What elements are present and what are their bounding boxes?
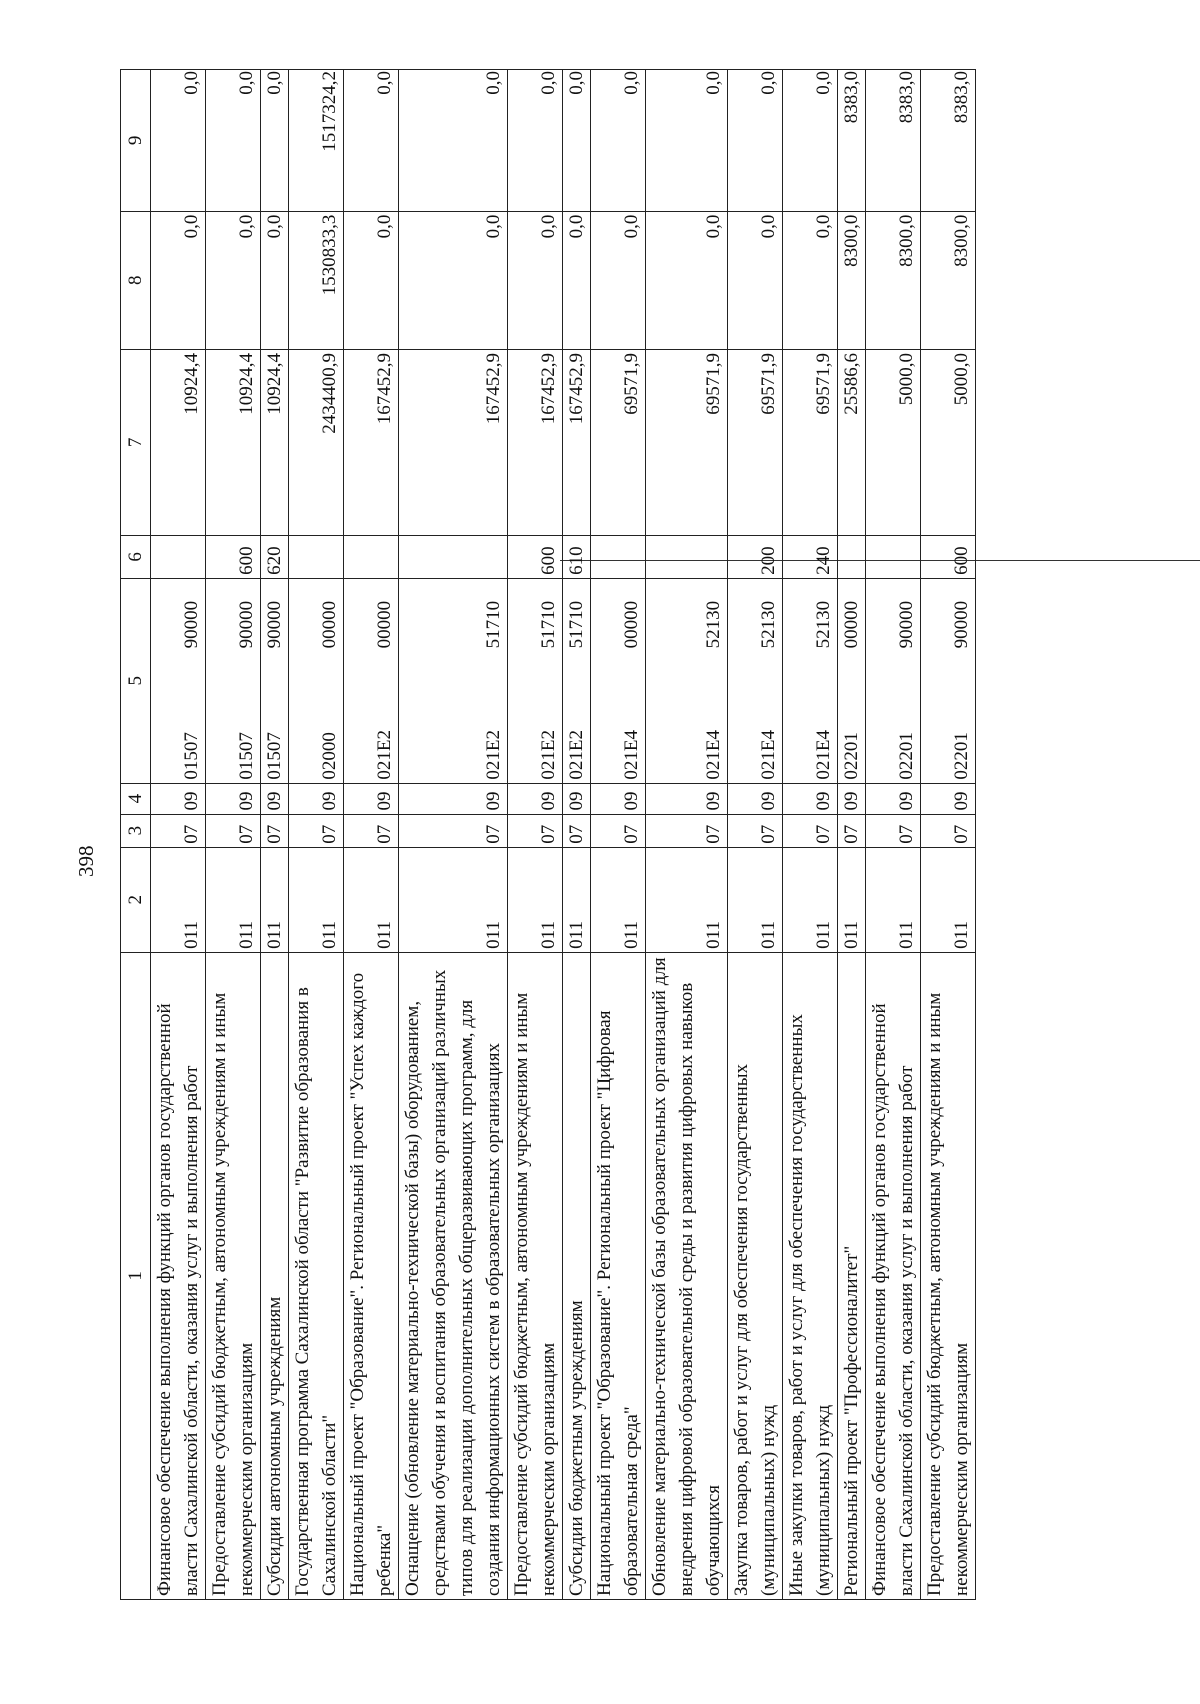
row-expense-type: 240 [783, 535, 838, 578]
header-cell: 5 [121, 578, 151, 783]
article-program-part: 01507 [264, 732, 285, 780]
row-amount-col8: 0,0 [151, 211, 206, 349]
row-expense-type [646, 535, 728, 578]
row-amount-col7: 167452,9 [508, 349, 563, 535]
row-amount-col9: 0,0 [344, 70, 399, 212]
article-direction-part: 90000 [236, 600, 257, 649]
row-subsection-code: 09 [591, 783, 646, 814]
row-expense-type: 610 [563, 535, 591, 578]
row-ministry-code: 011 [206, 847, 261, 952]
row-amount-col8: 0,0 [728, 211, 783, 349]
row-name-cell: Национальный проект "Образование". Региональный проект "Цифровая образовательная среда" [591, 952, 646, 1599]
row-section-code: 07 [591, 814, 646, 847]
row-ministry-code: 011 [261, 847, 289, 952]
row-name-cell: Обновление материально-технической базы образовательных организаций для внедрения цифровой образовательной среды и развития цифровых навыков обучающихся [646, 952, 728, 1599]
row-expense-type: 620 [261, 535, 289, 578]
article-program-part: 02201 [841, 732, 862, 780]
row-amount-col9: 0,0 [206, 70, 261, 212]
article-program-part: 02201 [951, 732, 972, 780]
row-ministry-code: 011 [646, 847, 728, 952]
row-ministry-code: 011 [591, 847, 646, 952]
article-program-part: 021E4 [621, 729, 642, 780]
row-ministry-code: 011 [921, 847, 976, 952]
row-target-article [261, 578, 289, 783]
header-cell: 1 [121, 952, 151, 1599]
row-subsection-code: 09 [921, 783, 976, 814]
row-amount-col9: 0,0 [783, 70, 838, 212]
row-subsection-code: 09 [838, 783, 866, 814]
article-direction-part: 00000 [319, 600, 340, 649]
row-section-code: 07 [921, 814, 976, 847]
row-amount-col7: 69571,9 [591, 349, 646, 535]
row-amount-col7: 10924,4 [206, 349, 261, 535]
row-section-code: 07 [508, 814, 563, 847]
row-target-article [206, 578, 261, 783]
row-ministry-code: 011 [866, 847, 921, 952]
article-direction-part: 52130 [758, 600, 779, 649]
article-direction-part: 90000 [896, 600, 917, 649]
row-target-article [151, 578, 206, 783]
header-row [121, 70, 151, 1600]
article-program-part: 021E2 [483, 729, 504, 780]
row-target-article [783, 578, 838, 783]
article-direction-part: 52130 [813, 600, 834, 649]
table-row [399, 70, 508, 1600]
row-name-cell: Предоставление субсидий бюджетным, автономным учреждениям и иным некоммерческим организациям [508, 952, 563, 1599]
row-target-article [563, 578, 591, 783]
article-direction-part: 90000 [181, 600, 202, 649]
header-cell: 3 [121, 814, 151, 847]
header-cell: 2 [121, 847, 151, 952]
article-direction-part: 00000 [841, 600, 862, 649]
row-ministry-code: 011 [344, 847, 399, 952]
row-section-code: 07 [289, 814, 344, 847]
row-section-code: 07 [399, 814, 508, 847]
table-body [151, 70, 976, 1600]
row-expense-type [151, 535, 206, 578]
row-section-code: 07 [783, 814, 838, 847]
row-name-cell: Финансовое обеспечение выполнения функций органов государственной власти Сахалинской области, оказания услуг и выполнения работ [866, 952, 921, 1599]
row-amount-col8: 0,0 [399, 211, 508, 349]
row-subsection-code: 09 [866, 783, 921, 814]
row-amount-col7: 69571,9 [728, 349, 783, 535]
row-amount-col8: 0,0 [344, 211, 399, 349]
article-program-part: 02201 [896, 732, 917, 780]
row-amount-col8: 0,0 [646, 211, 728, 349]
table-row [508, 70, 563, 1600]
row-subsection-code: 09 [646, 783, 728, 814]
row-expense-type [591, 535, 646, 578]
article-direction-part: 90000 [264, 600, 285, 649]
header-cell: 4 [121, 783, 151, 814]
row-target-article [508, 578, 563, 783]
row-name-cell: Предоставление субсидий бюджетным, автономным учреждениям и иным некоммерческим организациям [921, 952, 976, 1599]
row-expense-type: 600 [921, 535, 976, 578]
row-amount-col8: 0,0 [206, 211, 261, 349]
table-row [563, 70, 591, 1600]
row-target-article [838, 578, 866, 783]
row-section-code: 07 [563, 814, 591, 847]
table-row [261, 70, 289, 1600]
article-direction-part: 51710 [483, 600, 504, 649]
row-section-code: 07 [261, 814, 289, 847]
row-expense-type [866, 535, 921, 578]
row-amount-col7: 10924,4 [151, 349, 206, 535]
row-subsection-code: 09 [563, 783, 591, 814]
row-subsection-code: 09 [289, 783, 344, 814]
row-amount-col7: 2434400,9 [289, 349, 344, 535]
row-target-article [866, 578, 921, 783]
article-program-part: 02000 [319, 732, 340, 780]
row-amount-col8: 8300,0 [921, 211, 976, 349]
row-target-article [591, 578, 646, 783]
row-ministry-code: 011 [289, 847, 344, 952]
row-amount-col7: 5000,0 [921, 349, 976, 535]
row-subsection-code: 09 [399, 783, 508, 814]
table-row [646, 70, 728, 1600]
header-cell: 8 [121, 211, 151, 349]
table-row [866, 70, 921, 1600]
table-row [344, 70, 399, 1600]
row-amount-col8: 8300,0 [838, 211, 866, 349]
row-section-code: 07 [646, 814, 728, 847]
row-amount-col7: 167452,9 [563, 349, 591, 535]
table-row [151, 70, 206, 1600]
row-amount-col9: 0,0 [508, 70, 563, 212]
article-program-part: 021E4 [703, 729, 724, 780]
row-subsection-code: 09 [344, 783, 399, 814]
row-target-article [728, 578, 783, 783]
article-program-part: 021E4 [758, 729, 779, 780]
row-amount-col8: 0,0 [563, 211, 591, 349]
row-ministry-code: 011 [728, 847, 783, 952]
row-ministry-code: 011 [508, 847, 563, 952]
row-amount-col7: 5000,0 [866, 349, 921, 535]
row-expense-type: 600 [508, 535, 563, 578]
row-ministry-code: 011 [399, 847, 508, 952]
row-target-article [399, 578, 508, 783]
row-section-code: 07 [206, 814, 261, 847]
row-section-code: 07 [838, 814, 866, 847]
row-amount-col9: 0,0 [591, 70, 646, 212]
row-target-article [344, 578, 399, 783]
row-section-code: 07 [866, 814, 921, 847]
row-ministry-code: 011 [783, 847, 838, 952]
row-amount-col7: 69571,9 [646, 349, 728, 535]
row-amount-col8: 0,0 [783, 211, 838, 349]
row-amount-col8: 1530833,3 [289, 211, 344, 349]
row-expense-type [838, 535, 866, 578]
article-direction-part: 51710 [538, 600, 559, 649]
budget-table [120, 69, 976, 1600]
row-amount-col8: 8300,0 [866, 211, 921, 349]
row-amount-col8: 0,0 [261, 211, 289, 349]
row-name-cell: Субсидии автономным учреждениям [261, 952, 289, 1599]
row-target-article [646, 578, 728, 783]
row-name-cell: Государственная программа Сахалинской области "Развитие образования в Сахалинской области" [289, 952, 344, 1599]
table-row [206, 70, 261, 1600]
article-program-part: 021E4 [813, 729, 834, 780]
row-amount-col7: 69571,9 [783, 349, 838, 535]
row-section-code: 07 [344, 814, 399, 847]
row-name-cell: Финансовое обеспечение выполнения функций органов государственной власти Сахалинской области, оказания услуг и выполнения работ [151, 952, 206, 1599]
table-row [289, 70, 344, 1600]
row-amount-col7: 167452,9 [344, 349, 399, 535]
article-program-part: 021E2 [566, 729, 587, 780]
row-name-cell: Оснащение (обновление материально-технической базы) оборудованием, средствами обучения и воспитания образовательных организаций различных типов для реализации дополнительных общеразвивающих программ, для создания информационных систем в образовательных организациях [399, 952, 508, 1599]
row-name-cell: Закупка товаров, работ и услуг для обеспечения государственных (муниципальных) нужд [728, 952, 783, 1599]
article-program-part: 01507 [236, 732, 257, 780]
row-section-code: 07 [151, 814, 206, 847]
row-subsection-code: 09 [151, 783, 206, 814]
row-amount-col9: 0,0 [151, 70, 206, 212]
row-amount-col7: 25586,6 [838, 349, 866, 535]
article-program-part: 021E2 [374, 729, 395, 780]
table-row [728, 70, 783, 1600]
table-row [838, 70, 866, 1600]
row-amount-col9: 0,0 [399, 70, 508, 212]
rotated-page [74, 69, 1059, 1600]
row-subsection-code: 09 [508, 783, 563, 814]
row-name-cell: Предоставление субсидий бюджетным, автономным учреждениям и иным некоммерческим организациям [206, 952, 261, 1599]
row-section-code: 07 [728, 814, 783, 847]
row-expense-type: 600 [206, 535, 261, 578]
row-subsection-code: 09 [261, 783, 289, 814]
row-subsection-code: 09 [728, 783, 783, 814]
row-name-cell: Иные закупки товаров, работ и услуг для обеспечения государственных (муниципальных) нужд [783, 952, 838, 1599]
row-amount-col8: 0,0 [508, 211, 563, 349]
article-direction-part: 51710 [566, 600, 587, 649]
row-amount-col9: 8383,0 [838, 70, 866, 212]
row-amount-col9: 0,0 [563, 70, 591, 212]
header-cell: 6 [121, 535, 151, 578]
article-program-part: 021E2 [538, 729, 559, 780]
article-direction-part: 00000 [374, 600, 395, 649]
header-cell: 9 [121, 70, 151, 212]
row-expense-type [344, 535, 399, 578]
row-subsection-code: 09 [783, 783, 838, 814]
header-cell: 7 [121, 349, 151, 535]
article-direction-part: 90000 [951, 600, 972, 649]
row-amount-col9: 8383,0 [866, 70, 921, 212]
row-expense-type: 200 [728, 535, 783, 578]
row-target-article [921, 578, 976, 783]
row-amount-col9: 0,0 [646, 70, 728, 212]
row-amount-col8: 0,0 [591, 211, 646, 349]
page-number: 398 [74, 845, 98, 877]
row-amount-col7: 167452,9 [399, 349, 508, 535]
row-expense-type [399, 535, 508, 578]
row-ministry-code: 011 [151, 847, 206, 952]
article-direction-part: 00000 [621, 600, 642, 649]
row-ministry-code: 011 [838, 847, 866, 952]
row-subsection-code: 09 [206, 783, 261, 814]
table-row [921, 70, 976, 1600]
row-name-cell: Региональный проект "Профессионалитет" [838, 952, 866, 1599]
table-row [591, 70, 646, 1600]
article-program-part: 01507 [181, 732, 202, 780]
row-amount-col9: 0,0 [728, 70, 783, 212]
row-target-article [289, 578, 344, 783]
row-amount-col9: 8383,0 [921, 70, 976, 212]
row-amount-col7: 10924,4 [261, 349, 289, 535]
row-name-cell: Субсидии бюджетным учреждениям [563, 952, 591, 1599]
row-amount-col9: 1517324,2 [289, 70, 344, 212]
row-name-cell: Национальный проект "Образование". Региональный проект "Успех каждого ребенка" [344, 952, 399, 1599]
table-row [783, 70, 838, 1600]
row-expense-type [289, 535, 344, 578]
row-ministry-code: 011 [563, 847, 591, 952]
article-direction-part: 52130 [703, 600, 724, 649]
row-amount-col9: 0,0 [261, 70, 289, 212]
